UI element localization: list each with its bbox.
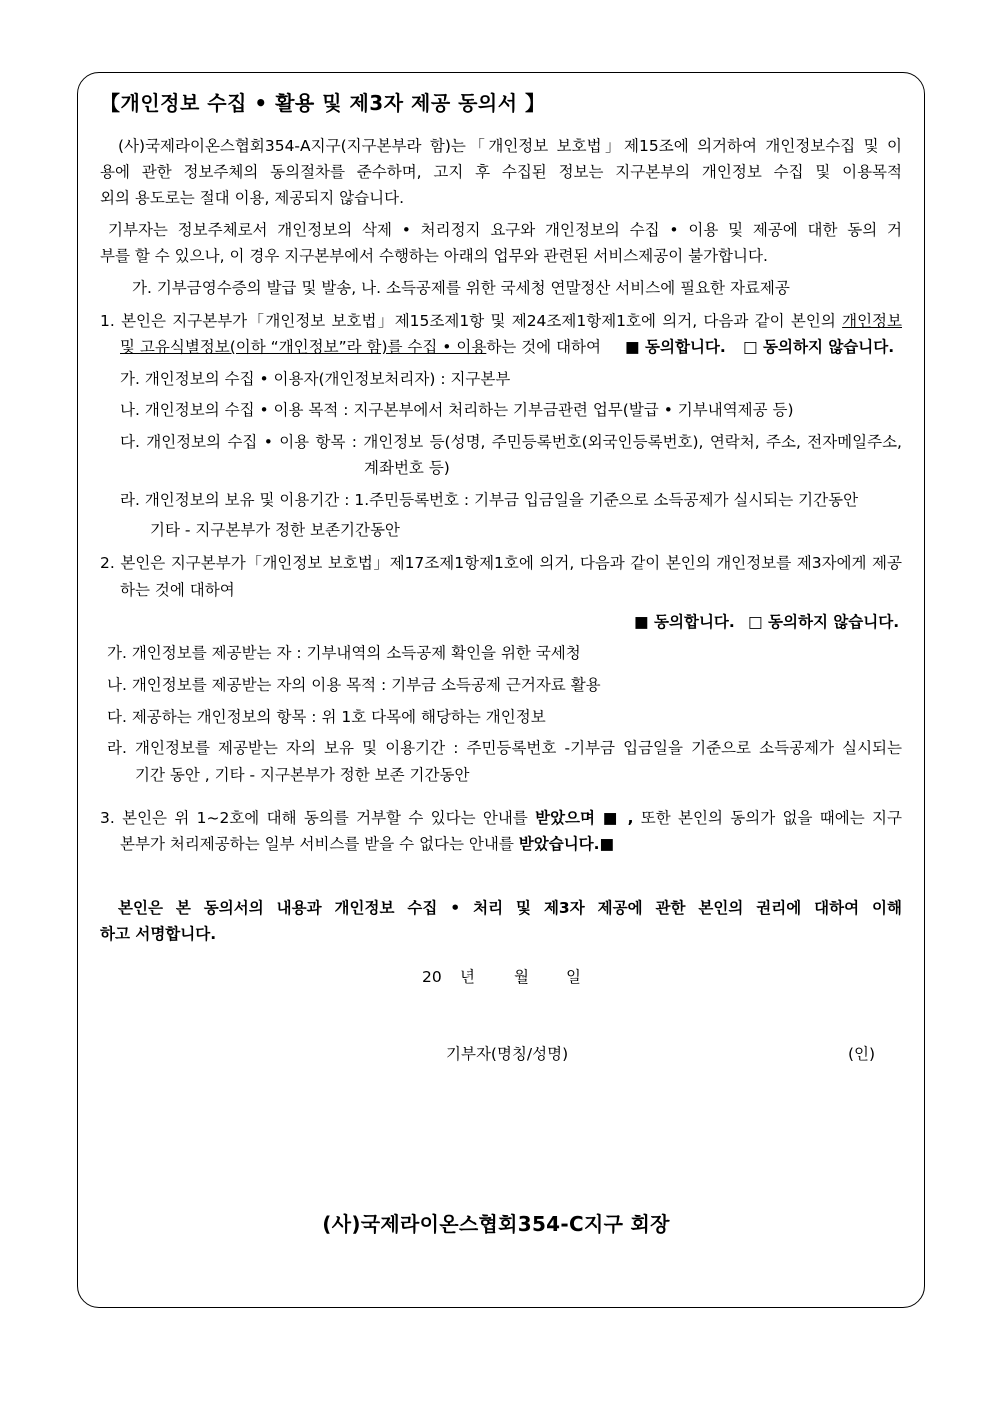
sec1-item-na: 나. 개인정보의 수집 • 이용 목적 : 지구본부에서 처리하는 기부금관련 업무(발급 • 기부내역제공 등) (120, 401, 794, 419)
date-year-label: 년 (460, 968, 475, 986)
sec3-line-1 (100, 808, 902, 828)
sec2-item-na: 나. 개인정보를 제공받는 자의 이용 목적 : 기부금 소득공제 근거자료 활용 (107, 676, 601, 694)
sec2-item-ra-line-2: 기간 동안 , 기타 - 지구본부가 정한 보존 기간동안 (135, 766, 470, 784)
sec3-line-2 (120, 834, 614, 854)
sec3-line-2-received: 받았습니다.■ (518, 835, 615, 853)
sec1-item-ga: 가. 개인정보의 수집 • 이용자(개인정보처리자) : 지구본부 (120, 370, 511, 388)
date-day-label: 일 (566, 968, 581, 986)
sec3-line-1-a: 3. 본인은 위 1~2호에 대해 동의를 거부할 수 있다는 안내를 (100, 809, 536, 827)
sec1-item-ra-line-2: 기타 - 지구본부가 정한 보존기간동안 (150, 521, 400, 539)
sec1-line-1 (100, 311, 902, 331)
sec3-line-1-c: 또한 본인의 동의가 없을 때에는 지구 (633, 809, 902, 827)
sec2-item-ra-line-1: 라. 개인정보를 제공받는 자의 보유 및 이용기간 : 주민등록번호 -기부금 입금일을 기준으로 소득공제가 실시되는 (107, 739, 902, 757)
sec1-line-2-text: 하는 것에 대하여 (486, 338, 601, 356)
sec1-line-2-underlined: 및 고유식별정보(이하 “개인정보”라 함)를 수집 • 이용 (120, 338, 487, 356)
statement-line-1: 본인은 본 동의서의 내용과 개인정보 수집 • 처리 및 제3자 제공에 관한 본인의 권리에 대하여 이해 (118, 899, 902, 917)
sec2-agree-checkbox[interactable]: ■ 동의합니다. (634, 613, 735, 631)
sec1-line-1-underlined: 개인정보 (842, 312, 902, 330)
sec3-line-1-received: 받았으며 ■ , (535, 809, 634, 827)
sec2-line-2: 하는 것에 대하여 (120, 581, 235, 599)
sec2-line-1: 2. 본인은 지구본부가「개인정보 보호법」제17조제1항제1호에 의거, 다음과 같이 본인의 개인정보를 제3자에게 제공 (100, 554, 902, 572)
sec1-item-ra-line-1: 라. 개인정보의 보유 및 이용기간 : 1.주민등록번호 : 기부금 입금일을 기준으로 소득공제가 실시되는 기간동안 (120, 491, 859, 509)
issuer-footer: (사)국제라이온스협회354-C지구 회장 (322, 1212, 670, 1236)
signature-label: 기부자(명칭/성명) (446, 1045, 569, 1063)
sec2-disagree-checkbox[interactable]: □ 동의하지 않습니다. (748, 613, 900, 631)
document-title: 【개인정보 수집 • 활용 및 제3자 제공 동의서 】 (100, 91, 546, 115)
date-year: 20 (422, 968, 442, 986)
intro-p1-line-2: 용에 관한 정보주체의 동의절차를 준수하며, 고지 후 수집된 정보는 지구본부의 개인정보 수집 및 이용목적 (100, 163, 902, 181)
intro-p1-line-1: (사)국제라이온스협회354-A지구(지구본부라 함)는「개인정보 보호법」제15조에 의거하여 개인정보수집 및 이 (118, 137, 902, 155)
sec1-item-da-line-2: 계좌번호 등) (364, 459, 450, 477)
sec2-item-ga: 가. 개인정보를 제공받는 자 : 기부내역의 소득공제 확인을 위한 국세청 (107, 644, 581, 662)
date-month-label: 월 (514, 968, 529, 986)
seal-mark: (인) (848, 1045, 876, 1063)
sec1-disagree-checkbox[interactable]: □ 동의하지 않습니다. (743, 338, 895, 356)
intro-services-line: 가. 기부금영수증의 발급 및 발송, 나. 소득공제를 위한 국세청 연말정산 서비스에 필요한 자료제공 (132, 279, 790, 297)
intro-p2-line-1: 기부자는 정보주체로서 개인정보의 삭제 • 처리정지 요구와 개인정보의 수집 • 이용 및 제공에 대한 동의 거 (108, 221, 902, 239)
sec1-line-2 (120, 337, 601, 357)
sec2-item-da: 다. 제공하는 개인정보의 항목 : 위 1호 다목에 해당하는 개인정보 (107, 708, 546, 726)
sec1-item-da-line-1: 다. 개인정보의 수집 • 이용 항목 : 개인정보 등(성명, 주민등록번호(외국인등록번호), 연락처, 주소, 전자메일주소, (120, 433, 902, 451)
intro-p2-line-2: 부를 할 수 있으나, 이 경우 지구본부에서 수행하는 아래의 업무와 관련된 서비스제공이 불가합니다. (100, 247, 768, 265)
statement-line-2: 하고 서명합니다. (100, 925, 217, 943)
intro-p1-line-3: 외의 용도로는 절대 이용, 제공되지 않습니다. (100, 189, 405, 207)
sec3-line-2-a: 본부가 처리제공하는 일부 서비스를 받을 수 없다는 안내를 (120, 835, 519, 853)
sec1-agree-checkbox[interactable]: ■ 동의합니다. (625, 338, 726, 356)
sec1-line-1-text: 1. 본인은 지구본부가「개인정보 보호법」제15조제1항 및 제24조제1항제1호에 의거, 다음과 같이 본인의 (100, 312, 843, 330)
